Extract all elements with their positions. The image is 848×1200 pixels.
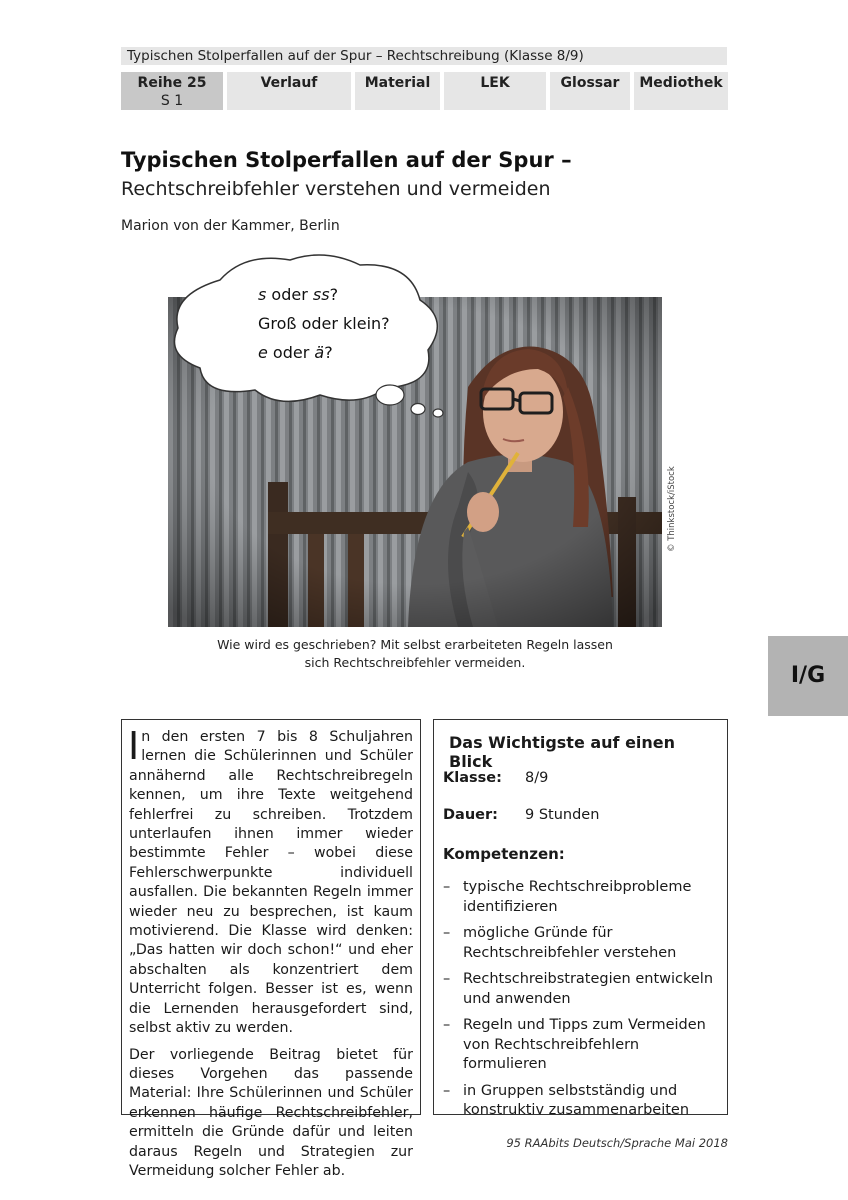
intro-paragraph-1: In den ersten 7 bis 8 Schuljahren lernen die Schülerinnen und Schüler annähernd alle Rechtschreibregeln kennen, um ihre Texte weitgehend fehlerfrei zu schreiben. Trotzdem unterlaufen ihnen immer wieder bestimmte Fehler – wobei diese Fehlerschwerpunkte individuell ausfallen. Die bekannten Regeln immer wieder neu zu besprechen, ist kaum motivierend. Die Klasse wird denken: „Das hatten wir doch schon!“ und eher abschalten als konzentriert dem Unterricht folgen. Besser ist es, wenn die Lernenden herausgefordert sind, selbst aktiv zu werden. bbox=[128, 724, 413, 1037]
dauer-label: Dauer: bbox=[443, 807, 498, 823]
figure-caption bbox=[150, 636, 680, 672]
list-item: – in Gruppen selbstständig und konstruktiv zusammenarbeiten bbox=[443, 1082, 690, 1118]
list-item: – Regeln und Tipps zum Vermeiden von Rechtschreibfehlern formulieren bbox=[443, 1017, 706, 1072]
kompetenzen-label: Kompetenzen: bbox=[443, 845, 565, 863]
klasse-value: 8/9 bbox=[525, 770, 549, 786]
tab-lek[interactable]: LEK bbox=[444, 72, 546, 110]
tab-reihe-page: S 1 bbox=[160, 93, 184, 109]
list-item: – Rechtschreibstrategien entwickeln und anwenden bbox=[443, 971, 714, 1007]
author: Marion von der Kammer, Berlin bbox=[121, 218, 340, 234]
tab-glossar[interactable]: Glossar bbox=[550, 72, 630, 110]
side-tab-ig[interactable]: I/G bbox=[768, 636, 848, 716]
thought-line-1: s oder ss? bbox=[258, 285, 339, 304]
klasse-label: Klasse: bbox=[443, 770, 502, 786]
photo-credit: © Thinkstock/iStock bbox=[667, 466, 677, 552]
kompetenzen-list bbox=[443, 878, 723, 1128]
footer-source: 95 RAAbits Deutsch/Sprache Mai 2018 bbox=[506, 1136, 728, 1150]
page-subtitle: Rechtschreibfehler verstehen und vermeiden bbox=[121, 178, 551, 200]
intro-paragraph-2: Der vorliegende Beitrag bietet für dieses Vorgehen das passende Material: Ihre Schülerinnen und Schüler erkennen häufige Rechtschreibfehler, ermitteln die Gründe dafür und leiten daraus Regeln und Strategien zur Vermeidung solcher Fehler ab. bbox=[129, 1046, 413, 1179]
overview-heading: Das Wichtigste auf einen Blick bbox=[449, 733, 676, 771]
thought-line-3: e oder ä? bbox=[258, 343, 333, 362]
thought-line-2: Groß oder klein? bbox=[258, 314, 390, 333]
tab-verlauf[interactable]: Verlauf bbox=[227, 72, 351, 110]
running-title: Typischen Stolperfallen auf der Spur – Rechtschreibung (Klasse 8/9) bbox=[121, 47, 727, 65]
tab-mediothek[interactable]: Mediothek bbox=[634, 72, 728, 110]
list-item: – typische Rechtschreibprobleme identifizieren bbox=[443, 879, 692, 915]
drop-cap: I bbox=[128, 724, 140, 768]
tab-reihe-label: Reihe 25 bbox=[137, 75, 207, 91]
dauer-row bbox=[443, 807, 599, 823]
tab-reihe[interactable] bbox=[121, 72, 223, 110]
tab-material[interactable]: Material bbox=[355, 72, 440, 110]
caption-line-2: sich Rechtschreibfehler vermeiden. bbox=[304, 655, 526, 670]
thought-text bbox=[258, 280, 390, 367]
klasse-row bbox=[443, 770, 548, 786]
list-item: – mögliche Gründe für Rechtschreibfehler verstehen bbox=[443, 925, 677, 961]
overview-box bbox=[433, 719, 728, 1118]
dauer-value: 9 Stunden bbox=[525, 807, 600, 823]
page-title: Typischen Stolperfallen auf der Spur – bbox=[121, 148, 572, 172]
caption-line-1: Wie wird es geschrieben? Mit selbst erarbeiteten Regeln lassen bbox=[217, 637, 613, 652]
intro-box bbox=[121, 719, 421, 1179]
